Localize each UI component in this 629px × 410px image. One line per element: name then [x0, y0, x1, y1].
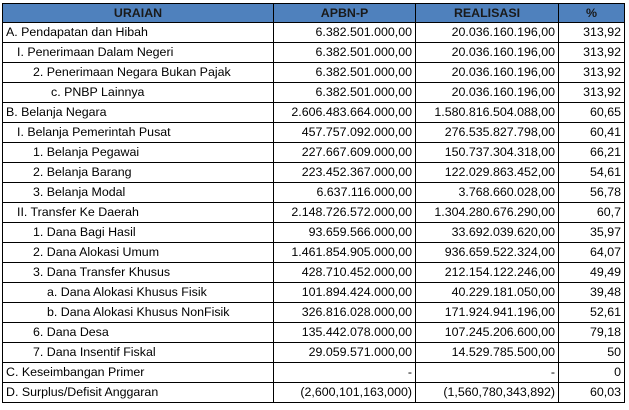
header-realisasi: REALISASI	[416, 4, 559, 23]
row-apbn: 6.382.501.000,00	[274, 63, 416, 83]
table-row	[3, 323, 625, 343]
row-label: a. Dana Alokasi Khusus Fisik	[3, 283, 274, 303]
table-row	[3, 303, 625, 323]
table-row	[3, 23, 625, 43]
row-realisasi: 1.304.280.676.290,00	[416, 203, 559, 223]
row-label: B. Belanja Negara	[3, 103, 274, 123]
table-row	[3, 203, 625, 223]
row-realisasi: 276.535.827.798,00	[416, 123, 559, 143]
row-label: I. Penerimaan Dalam Negeri	[3, 43, 274, 63]
table-row	[3, 83, 625, 103]
row-percent: 56,78	[559, 183, 625, 203]
row-label: b. Dana Alokasi Khusus NonFisik	[3, 303, 274, 323]
table-row	[3, 343, 625, 363]
row-label: 1. Dana Bagi Hasil	[3, 223, 274, 243]
row-percent: 52,61	[559, 303, 625, 323]
row-realisasi: 212.154.122.246,00	[416, 263, 559, 283]
row-realisasi: 171.924.941.196,00	[416, 303, 559, 323]
table-row	[3, 123, 625, 143]
row-percent: 313,92	[559, 63, 625, 83]
row-percent: 60,41	[559, 123, 625, 143]
row-percent: 64,07	[559, 243, 625, 263]
row-label: II. Transfer Ke Daerah	[3, 203, 274, 223]
row-apbn: 6.382.501.000,00	[274, 83, 416, 103]
row-label: 2. Dana Alokasi Umum	[3, 243, 274, 263]
row-realisasi: 40.229.181.050,00	[416, 283, 559, 303]
row-label: I. Belanja Pemerintah Pusat	[3, 123, 274, 143]
table-row	[3, 183, 625, 203]
row-realisasi: -	[416, 363, 559, 383]
row-percent: 79,18	[559, 323, 625, 343]
row-percent: 66,21	[559, 143, 625, 163]
row-label: C. Keseimbangan Primer	[3, 363, 274, 383]
row-apbn: -	[274, 363, 416, 383]
row-percent: 60,7	[559, 203, 625, 223]
table-row	[3, 263, 625, 283]
row-apbn: 93.659.566.000,00	[274, 223, 416, 243]
row-label: 7. Dana Insentif Fiskal	[3, 343, 274, 363]
header-uraian: URAIAN	[3, 4, 274, 23]
row-label: 6. Dana Desa	[3, 323, 274, 343]
row-apbn: 326.816.028.000,00	[274, 303, 416, 323]
row-percent: 313,92	[559, 83, 625, 103]
table-row	[3, 243, 625, 263]
row-label: A. Pendapatan dan Hibah	[3, 23, 274, 43]
row-apbn: (2,600,101,163,000)	[274, 383, 416, 403]
table-row	[3, 103, 625, 123]
row-apbn: 29.059.571.000,00	[274, 343, 416, 363]
table-row	[3, 163, 625, 183]
header-apbn-p: APBN-P	[274, 4, 416, 23]
row-apbn: 1.461.854.905.000,00	[274, 243, 416, 263]
row-realisasi: 3.768.660.028,00	[416, 183, 559, 203]
row-apbn: 135.442.078.000,00	[274, 323, 416, 343]
row-label: c. PNBP Lainnya	[3, 83, 274, 103]
row-apbn: 6.382.501.000,00	[274, 23, 416, 43]
row-apbn: 2.148.726.572.000,00	[274, 203, 416, 223]
row-apbn: 457.757.092.000,00	[274, 123, 416, 143]
row-realisasi: 936.659.522.324,00	[416, 243, 559, 263]
row-realisasi: 20.036.160.196,00	[416, 83, 559, 103]
row-realisasi: 107.245.206.600,00	[416, 323, 559, 343]
row-percent: 313,92	[559, 43, 625, 63]
row-percent: 49,49	[559, 263, 625, 283]
row-realisasi: 14.529.785.500,00	[416, 343, 559, 363]
row-percent: 313,92	[559, 23, 625, 43]
row-label: 1. Belanja Pegawai	[3, 143, 274, 163]
row-realisasi: (1,560,780,343,892)	[416, 383, 559, 403]
row-realisasi: 20.036.160.196,00	[416, 43, 559, 63]
row-label: 3. Belanja Modal	[3, 183, 274, 203]
row-realisasi: 33.692.039.620,00	[416, 223, 559, 243]
row-apbn: 6.382.501.000,00	[274, 43, 416, 63]
row-percent: 60,03	[559, 383, 625, 403]
table-row	[3, 223, 625, 243]
budget-realization-table	[2, 3, 625, 403]
row-apbn: 428.710.452.000,00	[274, 263, 416, 283]
row-percent: 54,61	[559, 163, 625, 183]
table-row	[3, 363, 625, 383]
row-realisasi: 20.036.160.196,00	[416, 63, 559, 83]
row-apbn: 101.894.424.000,00	[274, 283, 416, 303]
row-label: 2. Penerimaan Negara Bukan Pajak	[3, 63, 274, 83]
row-realisasi: 150.737.304.318,00	[416, 143, 559, 163]
row-label: 3. Dana Transfer Khusus	[3, 263, 274, 283]
table-row	[3, 383, 625, 403]
table-row	[3, 63, 625, 83]
row-realisasi: 122.029.863.452,00	[416, 163, 559, 183]
table-row	[3, 143, 625, 163]
row-apbn: 227.667.609.000,00	[274, 143, 416, 163]
row-realisasi: 20.036.160.196,00	[416, 23, 559, 43]
table-row	[3, 43, 625, 63]
row-label: 2. Belanja Barang	[3, 163, 274, 183]
row-realisasi: 1.580.816.504.088,00	[416, 103, 559, 123]
row-label: D. Surplus/Defisit Anggaran	[3, 383, 274, 403]
table-row	[3, 283, 625, 303]
row-percent: 0	[559, 363, 625, 383]
row-percent: 35,97	[559, 223, 625, 243]
row-apbn: 2.606.483.664.000,00	[274, 103, 416, 123]
header-percent: %	[559, 4, 625, 23]
row-apbn: 223.452.367.000,00	[274, 163, 416, 183]
row-apbn: 6.637.116.000,00	[274, 183, 416, 203]
table-header-row	[3, 4, 625, 23]
row-percent: 50	[559, 343, 625, 363]
budget-table-container	[2, 3, 625, 403]
row-percent: 60,65	[559, 103, 625, 123]
row-percent: 39,48	[559, 283, 625, 303]
